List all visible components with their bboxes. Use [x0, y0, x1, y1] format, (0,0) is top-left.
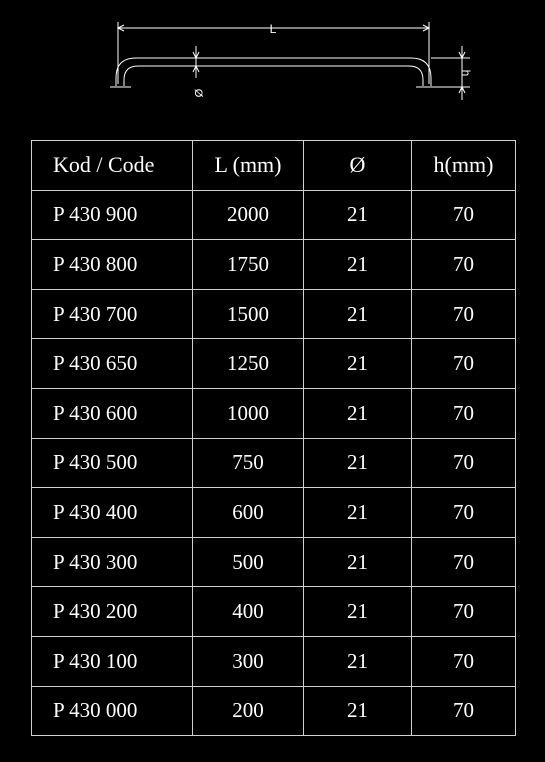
grab-bar-outer-outline	[116, 58, 431, 86]
cell-height: 70	[412, 438, 516, 488]
cell-diameter: 21	[304, 587, 412, 637]
cell-length: 1000	[193, 388, 304, 438]
cell-diameter: 21	[304, 537, 412, 587]
cell-code: P 430 900	[32, 190, 193, 240]
cell-code: P 430 600	[32, 388, 193, 438]
cell-length: 500	[193, 537, 304, 587]
diameter-label: Ø	[192, 88, 204, 98]
cell-height: 70	[412, 686, 516, 736]
cell-code: P 430 000	[32, 686, 193, 736]
cell-diameter: 21	[304, 388, 412, 438]
product-spec-table	[31, 140, 516, 736]
cell-code: P 430 650	[32, 339, 193, 389]
table-body	[32, 190, 516, 736]
cell-diameter: 21	[304, 289, 412, 339]
cell-length: 2000	[193, 190, 304, 240]
table-header-row	[32, 141, 516, 191]
cell-height: 70	[412, 190, 516, 240]
height-label: h	[459, 69, 473, 77]
cell-diameter: 21	[304, 686, 412, 736]
cell-height: 70	[412, 388, 516, 438]
grab-bar-drawing	[0, 0, 545, 135]
cell-length: 1500	[193, 289, 304, 339]
table-row	[32, 488, 516, 538]
cell-diameter: 21	[304, 339, 412, 389]
cell-diameter: 21	[304, 190, 412, 240]
header-code: Kod / Code	[32, 141, 193, 191]
cell-height: 70	[412, 339, 516, 389]
table-row	[32, 190, 516, 240]
header-diameter: Ø	[304, 141, 412, 191]
cell-height: 70	[412, 636, 516, 686]
cell-length: 600	[193, 488, 304, 538]
table-row	[32, 537, 516, 587]
cell-length: 300	[193, 636, 304, 686]
cell-diameter: 21	[304, 438, 412, 488]
cell-code: P 430 100	[32, 636, 193, 686]
cell-diameter: 21	[304, 636, 412, 686]
cell-length: 1750	[193, 240, 304, 290]
cell-length: 1250	[193, 339, 304, 389]
table-row	[32, 388, 516, 438]
cell-height: 70	[412, 240, 516, 290]
cell-height: 70	[412, 587, 516, 637]
header-length: L (mm)	[193, 141, 304, 191]
cell-height: 70	[412, 537, 516, 587]
header-height: h(mm)	[412, 141, 516, 191]
cell-length: 400	[193, 587, 304, 637]
table-row	[32, 587, 516, 637]
cell-diameter: 21	[304, 240, 412, 290]
cell-code: P 430 800	[32, 240, 193, 290]
cell-code: P 430 300	[32, 537, 193, 587]
table-row	[32, 636, 516, 686]
cell-code: P 430 500	[32, 438, 193, 488]
grab-bar-inner-outline	[124, 66, 423, 86]
table-row	[32, 339, 516, 389]
cell-length: 200	[193, 686, 304, 736]
cell-code: P 430 200	[32, 587, 193, 637]
table-row	[32, 438, 516, 488]
cell-height: 70	[412, 289, 516, 339]
table-row	[32, 289, 516, 339]
cell-height: 70	[412, 488, 516, 538]
cell-diameter: 21	[304, 488, 412, 538]
cell-code: P 430 700	[32, 289, 193, 339]
table-row	[32, 686, 516, 736]
cell-code: P 430 400	[32, 488, 193, 538]
length-label: L	[269, 22, 277, 36]
cell-length: 750	[193, 438, 304, 488]
table-row	[32, 240, 516, 290]
